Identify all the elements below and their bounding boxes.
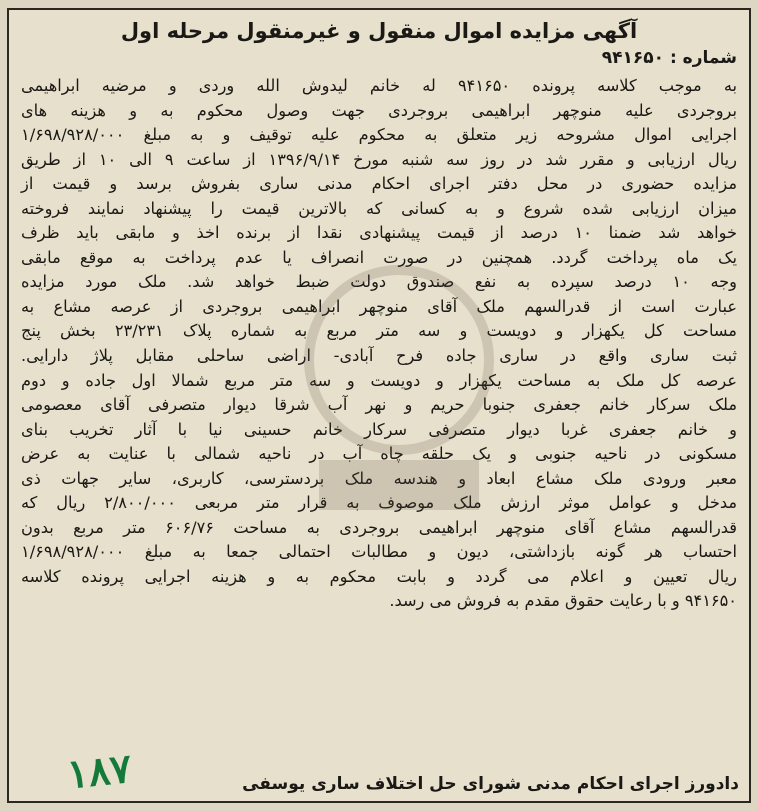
body-line: احتساب هر گونه بازداشتی، دیون و مطالبات احتمالی جمعا به مبلغ ۱/۶۹۸/۹۲۸/۰۰۰ bbox=[21, 542, 737, 562]
handwritten-mark: ۱۸۷ bbox=[64, 744, 134, 799]
body-line: به موجب کلاسه پرونده ۹۴۱۶۵۰ له خانم لیدوش الله وردی و مرضیه ابراهیمی bbox=[21, 76, 737, 95]
notice-body bbox=[21, 74, 737, 614]
body-line: ملک سرکار خانم جعفری جنوبا حریم و نهر آب شرقا دیوار متصرفی آقای معصومی bbox=[21, 395, 737, 415]
body-line: وجه ۱۰ درصد سپرده به نفع صندوق دولت ضبط خواهد شد. ملک مورد مزایده bbox=[21, 272, 737, 292]
body-line: مسکونی در ناحیه جنوبی و یک حلقه چاه آب در ناحیه شمالی با عنایت به عرض bbox=[21, 444, 737, 464]
body-line: عبارت است از قدرالسهم ملک آقای منوچهر ابراهیمی بروجردی از عرصه مشاع به bbox=[21, 296, 737, 316]
body-line: عرصه کل ملک به مساحت یکهزار و دویست و سه متر مربع شمالا اول جاده و دوم bbox=[21, 370, 737, 390]
notice-number: شماره : ۹۴۱۶۵۰ bbox=[601, 48, 737, 68]
signature-line: دادورز اجرای احکام مدنی شورای حل اختلاف ساری یوسفی bbox=[242, 774, 739, 794]
body-line: میزان ارزیابی شده شروع و به کسانی که بالاترین قیمت را پیشنهاد نمایند فروخته bbox=[21, 198, 737, 218]
body-line: ثبت ساری واقع در ساری جاده فرح آبادی- اراضی ساحلی مقابل پلاژ دارایی. bbox=[21, 346, 737, 366]
body-line: ریال ارزیابی و مقرر شد در روز سه شنبه مورخ ۱۳۹۶/۹/۱۴ از ساعت ۹ الی ۱۰ از طریق bbox=[21, 149, 737, 169]
body-line: قدرالسهم مشاع آقای منوچهر ابراهیمی بروجردی به مساحت ۶۰۶/۷۶ متر مربع بدون bbox=[21, 517, 737, 537]
auction-notice bbox=[7, 8, 751, 803]
body-line: مدخل و عوامل موثر ارزش ملک موصوف به قرار متر مربعی ۲/۸۰۰/۰۰۰ ریال که bbox=[21, 493, 737, 513]
body-line: خواهد شد ضمنا ۱۰ درصد از قیمت پیشنهادی نقدا از برنده اخذ و مابقی باید ظرف bbox=[21, 223, 737, 243]
body-line: بروجردی علیه منوچهر ابراهیمی بروجردی جهت وصول محکوم به و هزینه های bbox=[21, 100, 737, 120]
body-line: ریال تعیین و اعلام می گردد و بابت محکوم به و هزینه اجرایی پرونده کلاسه bbox=[21, 566, 737, 586]
body-line: اجرایی اموال مشروحه زیر متعلق به محکوم علیه توقیف و به مبلغ ۱/۶۹۸/۹۲۸/۰۰۰ bbox=[21, 125, 737, 145]
body-line: مزایده حضوری در محل دفتر اجرای احکام مدنی ساری بفروش برسد و قیمت از bbox=[21, 174, 737, 194]
body-line: یک ماه پرداخت گردد. همچنین در صورت انصراف یا عدم پرداخت به موقع مابقی bbox=[21, 247, 737, 267]
body-line: ۹۴۱۶۵۰ و با رعایت حقوق مقدم به فروش می رسد. bbox=[389, 591, 737, 611]
body-line: معبر ورودی ملک مشاع ابعاد و هندسه ملک بردسترسی، کاربری، سایر جهات ذی bbox=[21, 468, 737, 488]
notice-title: آگهی مزایده اموال منقول و غیرمنقول مرحله اول bbox=[120, 19, 638, 43]
body-line: مساحت کل یکهزار و دویست و سه متر مربع به شماره پلاک ۲۳/۲۳۱ بخش پنج bbox=[21, 321, 737, 341]
body-line: و خانم جعفری غربا دیوار متصرفی سرکار خانم حسینی نیا با آثار تخریب بنای bbox=[21, 419, 737, 439]
